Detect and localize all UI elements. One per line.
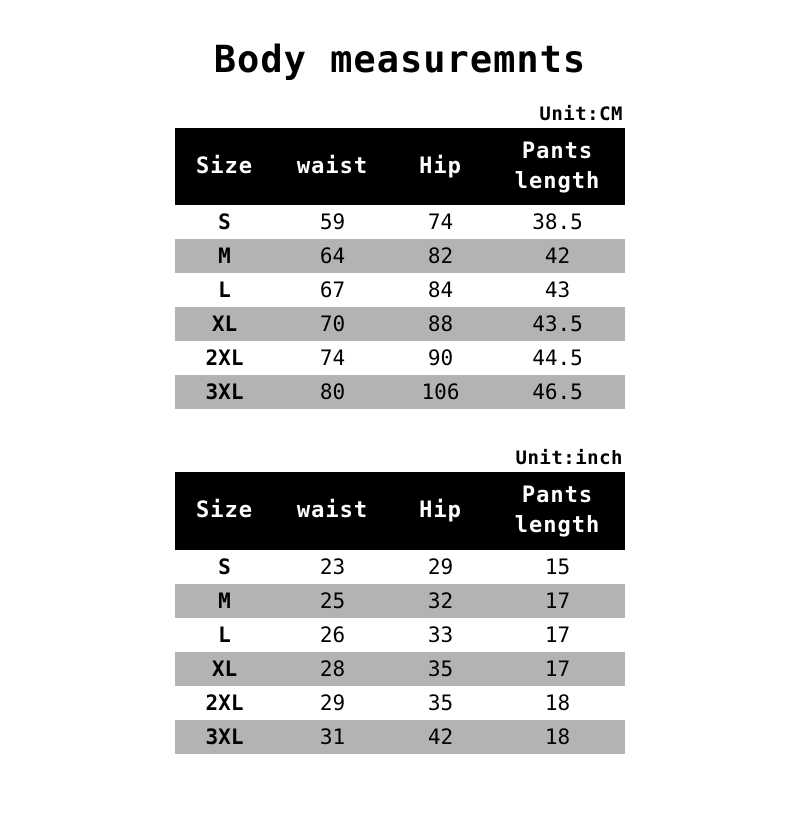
cell-size: 3XL bbox=[175, 720, 274, 754]
cell-pants-length: 44.5 bbox=[490, 341, 625, 375]
cell-size: S bbox=[175, 205, 274, 239]
cell-size: 2XL bbox=[175, 686, 274, 720]
table-row bbox=[175, 720, 625, 754]
column-header-size: Size bbox=[175, 472, 274, 549]
cell-hip: 74 bbox=[391, 205, 490, 239]
column-header-hip: Hip bbox=[391, 128, 490, 205]
unit-label-cm: Unit:CM bbox=[539, 103, 623, 125]
size-table-cm-head bbox=[175, 128, 625, 205]
cell-waist: 29 bbox=[274, 686, 391, 720]
size-table-inch-head bbox=[175, 472, 625, 549]
cell-pants-length: 43 bbox=[490, 273, 625, 307]
cell-waist: 74 bbox=[274, 341, 391, 375]
cell-size: XL bbox=[175, 652, 274, 686]
cell-pants-length: 15 bbox=[490, 550, 625, 584]
size-table-cm-body bbox=[175, 205, 625, 409]
cell-size: M bbox=[175, 584, 274, 618]
cell-hip: 35 bbox=[391, 686, 490, 720]
table-row bbox=[175, 375, 625, 409]
cell-waist: 64 bbox=[274, 239, 391, 273]
cell-pants-length: 38.5 bbox=[490, 205, 625, 239]
cell-waist: 23 bbox=[274, 550, 391, 584]
unit-label-inch: Unit:inch bbox=[515, 447, 623, 470]
table-row bbox=[175, 686, 625, 720]
cell-pants-length: 46.5 bbox=[490, 375, 625, 409]
cell-hip: 82 bbox=[391, 239, 490, 273]
cell-hip: 29 bbox=[391, 550, 490, 584]
cell-hip: 35 bbox=[391, 652, 490, 686]
cell-size: L bbox=[175, 273, 274, 307]
cell-size: 3XL bbox=[175, 375, 274, 409]
table-row bbox=[175, 205, 625, 239]
cell-waist: 80 bbox=[274, 375, 391, 409]
page-title: Body measuremnts bbox=[213, 38, 587, 81]
cell-pants-length: 17 bbox=[490, 652, 625, 686]
column-header-pants-length: Pants length bbox=[490, 128, 625, 205]
size-chart-page bbox=[0, 38, 800, 838]
table-header-row bbox=[175, 472, 625, 549]
column-header-size: Size bbox=[175, 128, 274, 205]
table-header-row bbox=[175, 128, 625, 205]
cell-waist: 26 bbox=[274, 618, 391, 652]
table-row bbox=[175, 239, 625, 273]
size-table-inch-body bbox=[175, 550, 625, 754]
cell-size: 2XL bbox=[175, 341, 274, 375]
column-header-pants-length: Pants length bbox=[490, 472, 625, 549]
cell-pants-length: 18 bbox=[490, 720, 625, 754]
size-table-cm bbox=[175, 128, 625, 409]
cell-hip: 84 bbox=[391, 273, 490, 307]
cell-pants-length: 43.5 bbox=[490, 307, 625, 341]
cell-size: XL bbox=[175, 307, 274, 341]
cell-hip: 42 bbox=[391, 720, 490, 754]
table-row bbox=[175, 584, 625, 618]
cell-pants-length: 18 bbox=[490, 686, 625, 720]
table-row bbox=[175, 618, 625, 652]
table-row bbox=[175, 273, 625, 307]
column-header-hip: Hip bbox=[391, 472, 490, 549]
cell-pants-length: 17 bbox=[490, 584, 625, 618]
cell-waist: 25 bbox=[274, 584, 391, 618]
cell-hip: 32 bbox=[391, 584, 490, 618]
column-header-waist: waist bbox=[274, 128, 391, 205]
cell-pants-length: 17 bbox=[490, 618, 625, 652]
table-row bbox=[175, 652, 625, 686]
column-header-waist: waist bbox=[274, 472, 391, 549]
cell-hip: 33 bbox=[391, 618, 490, 652]
cell-size: L bbox=[175, 618, 274, 652]
cell-pants-length: 42 bbox=[490, 239, 625, 273]
size-table-inch bbox=[175, 472, 625, 753]
cell-hip: 88 bbox=[391, 307, 490, 341]
cell-hip: 106 bbox=[391, 375, 490, 409]
table-row bbox=[175, 341, 625, 375]
table-row bbox=[175, 550, 625, 584]
cell-waist: 67 bbox=[274, 273, 391, 307]
cell-waist: 59 bbox=[274, 205, 391, 239]
cell-size: M bbox=[175, 239, 274, 273]
size-table-inch-block bbox=[175, 447, 625, 753]
size-table-cm-block bbox=[175, 103, 625, 409]
table-row bbox=[175, 307, 625, 341]
cell-waist: 31 bbox=[274, 720, 391, 754]
cell-hip: 90 bbox=[391, 341, 490, 375]
cell-waist: 28 bbox=[274, 652, 391, 686]
cell-waist: 70 bbox=[274, 307, 391, 341]
cell-size: S bbox=[175, 550, 274, 584]
